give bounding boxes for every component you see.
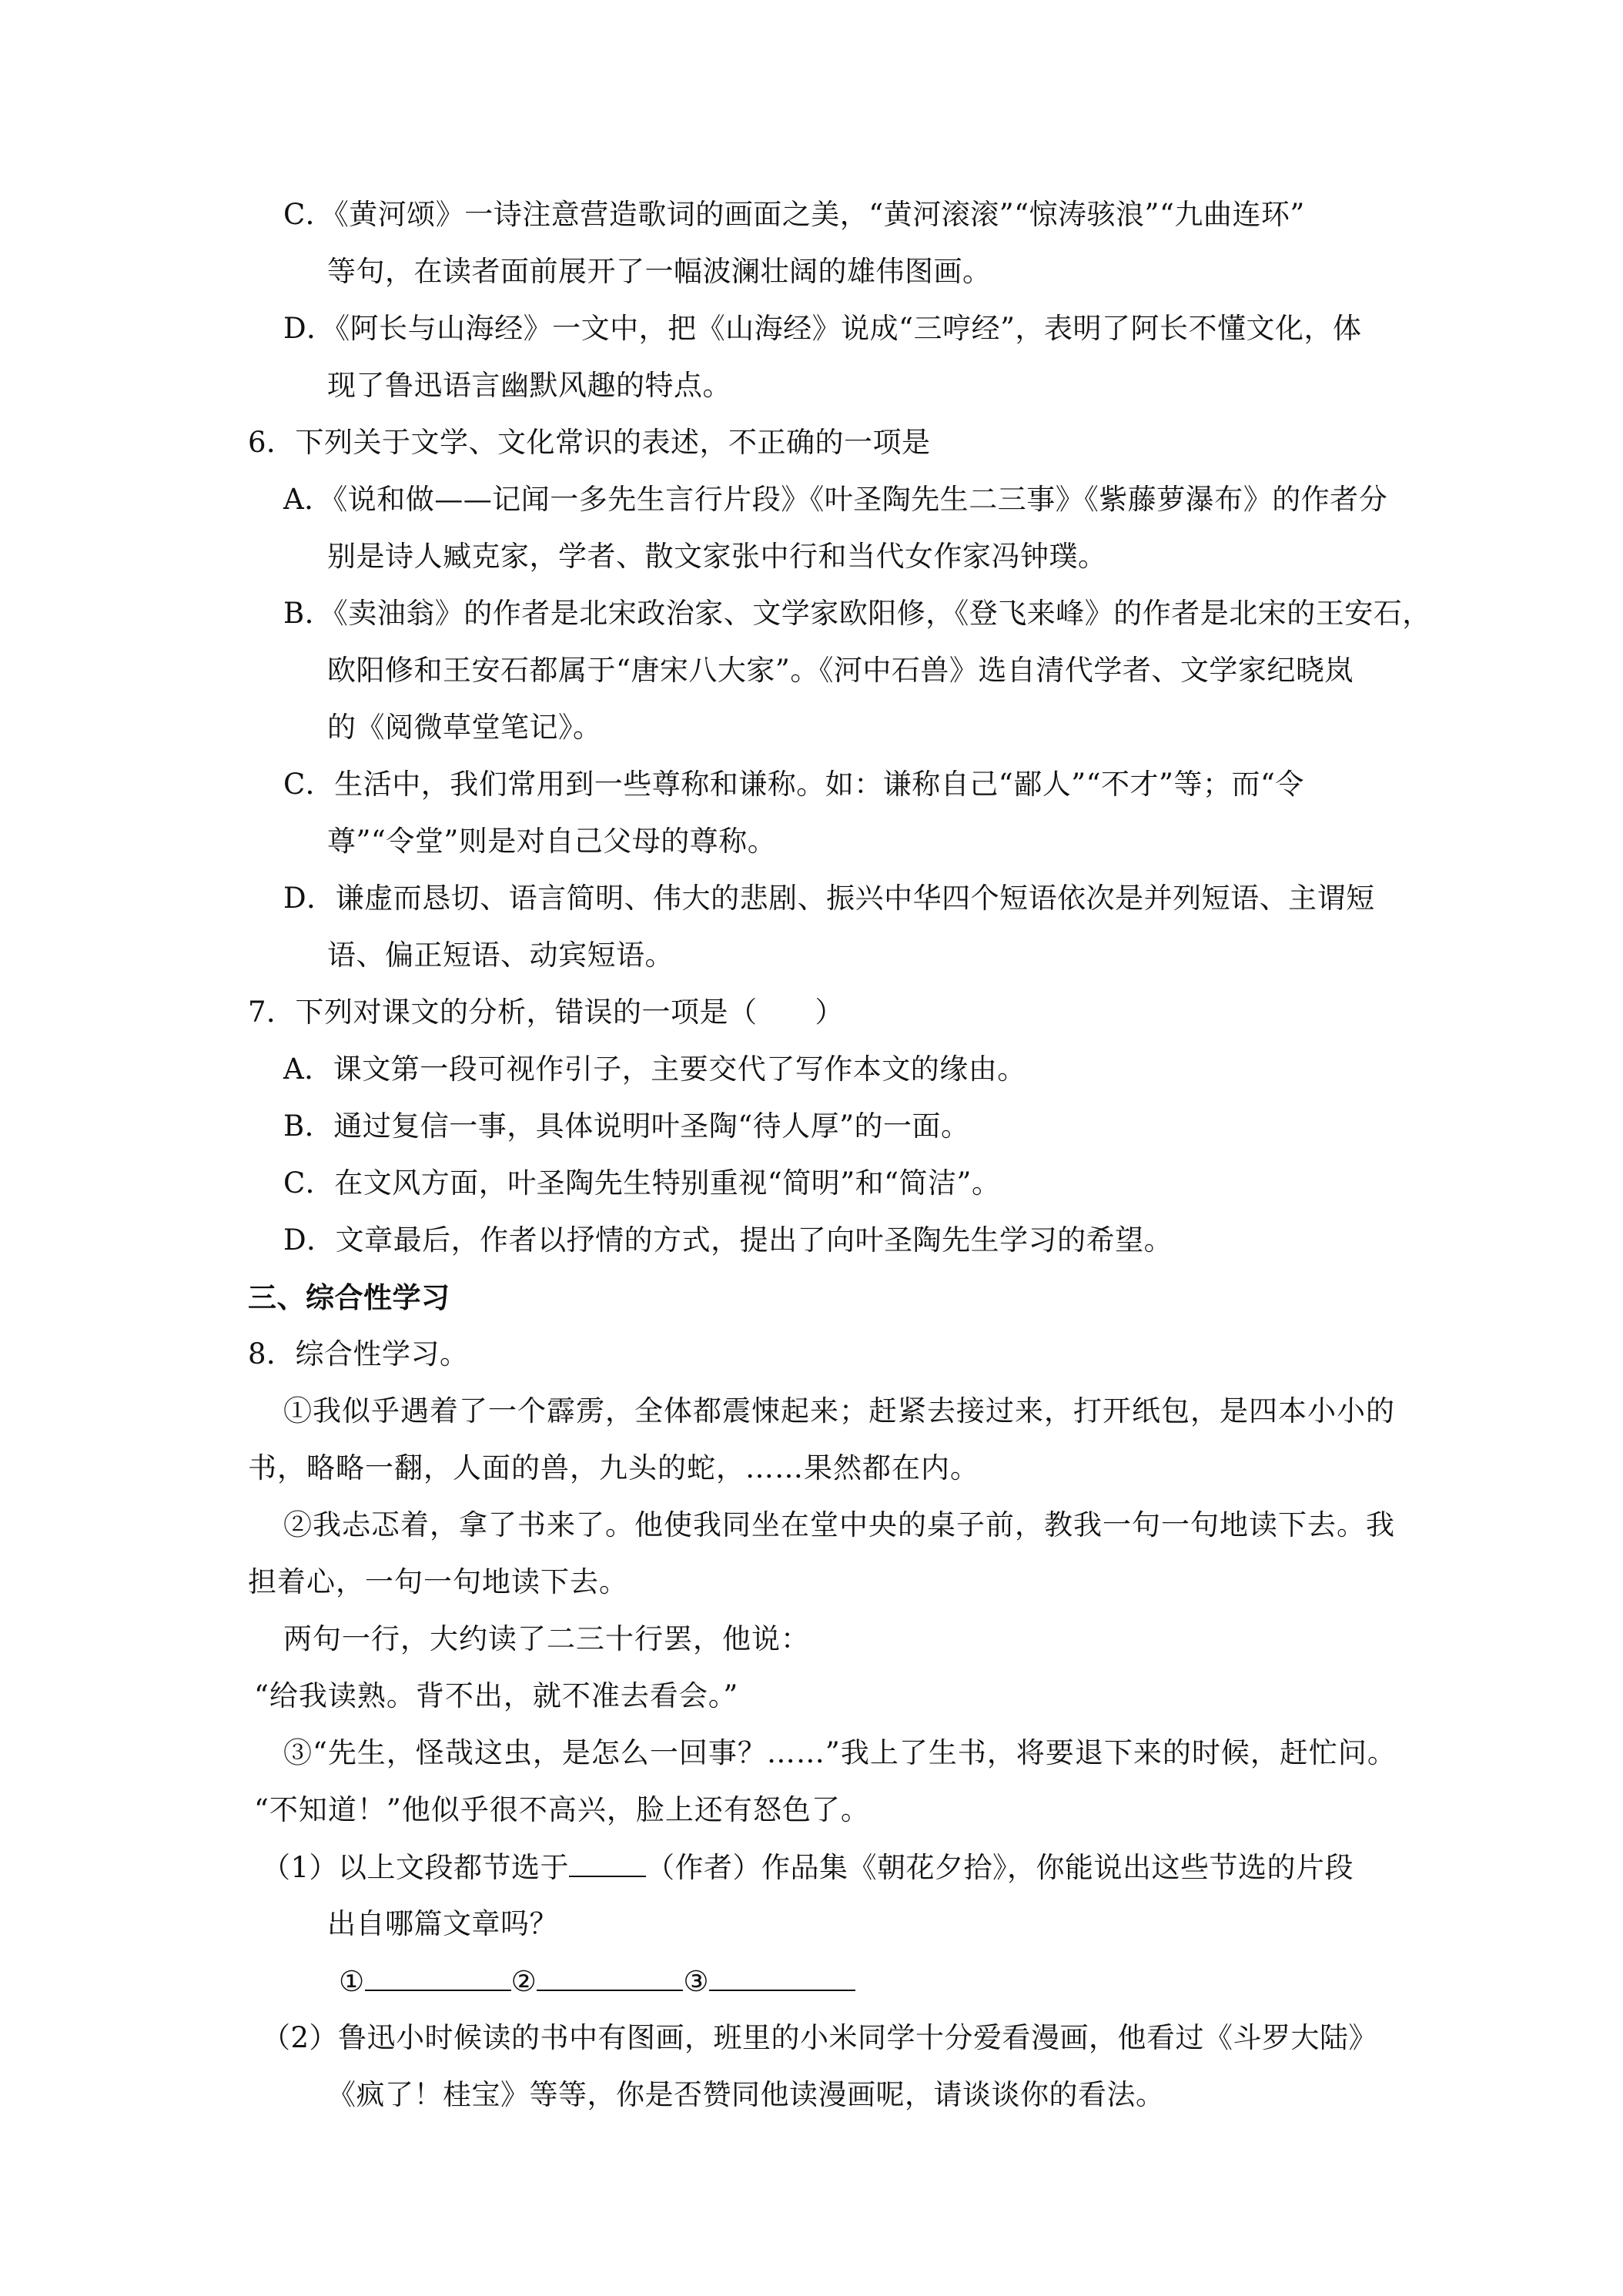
- author-answer-blank[interactable]: [569, 1849, 646, 1877]
- q8-sub1-line1: [262, 1849, 1354, 1886]
- q6-option-d-line2: 语、偏正短语、动宾短语。: [327, 939, 674, 972]
- q6-option-b-line1: B．《卖油翁》的作者是北宋政治家、文学家欧阳修，《登飞来峰》的作者是北宋的王安石，: [283, 597, 1431, 630]
- q8-sub2-line1: （2）鲁迅小时候读的书中有图画，班里的小米同学十分爱看漫画，他看过《斗罗大陆》: [262, 2021, 1378, 2054]
- answer-blank-1[interactable]: [365, 1963, 511, 1991]
- q5-option-c-line2: 等句，在读者面前展开了一幅波澜壮阔的雄伟图画。: [327, 255, 992, 288]
- q8-passage-4: “给我读熟。背不出，就不准去看会。”: [254, 1679, 739, 1712]
- q8-passage-5: ③“先生，怪哉这虫，是怎么一回事？……”我上了生书，将要退下来的时候，赶忙问。: [283, 1736, 1397, 1769]
- q8-sub1-line2: 出自哪篇文章吗？: [327, 1907, 558, 1940]
- answer-blank-2[interactable]: [537, 1963, 683, 1991]
- blank-3-marker: ③: [683, 1965, 710, 1998]
- q8-passage-1-line1: ①我似乎遇着了一个霹雳，全体都震悚起来；赶紧去接过来，打开纸包，是四本小小的: [283, 1394, 1395, 1427]
- q8-sub1-suffix: （作者）作品集《朝花夕拾》，你能说出这些节选的片段: [646, 1851, 1354, 1884]
- q8-sub1-prefix: （1）以上文段都节选于: [262, 1851, 570, 1884]
- q7-stem: 7．下列对课文的分析，错误的一项是（ ）: [248, 996, 845, 1029]
- q7-option-a: A．课文第一段可视作引子，主要交代了写作本文的缘由。: [283, 1053, 1026, 1086]
- q7-option-c: C．在文风方面，叶圣陶先生特别重视“简明”和“简洁”。: [283, 1166, 1001, 1200]
- q6-option-a-line2: 别是诗人臧克家，学者、散文家张中行和当代女作家冯钟璞。: [327, 540, 1107, 573]
- q6-stem: 6．下列关于文学、文化常识的表述，不正确的一项是: [248, 426, 931, 459]
- blank-2-marker: ②: [510, 1965, 537, 1998]
- blank-1-marker: ①: [339, 1965, 365, 1998]
- q8-passage-3: 两句一行，大约读了二三十行罢，他说：: [283, 1622, 810, 1655]
- q8-stem: 8．综合性学习。: [248, 1337, 469, 1371]
- q5-option-d-line2: 现了鲁迅语言幽默风趣的特点。: [327, 369, 731, 402]
- q7-option-d: D．文章最后，作者以抒情的方式，提出了向叶圣陶先生学习的希望。: [283, 1223, 1173, 1257]
- answer-blank-3[interactable]: [709, 1963, 855, 1991]
- q8-passage-6: “不知道！”他似乎很不高兴，脸上还有怒色了。: [254, 1793, 870, 1826]
- q8-sub1-blanks: [339, 1963, 855, 2000]
- section-heading: 三、综合性学习: [248, 1280, 450, 1314]
- q8-passage-1-line2: 书，略略一翻，人面的兽，九头的蛇，……果然都在内。: [248, 1451, 979, 1484]
- q5-option-d-line1: D．《阿长与山海经》一文中，把《山海经》说成“三哼经”，表明了阿长不懂文化，体: [283, 312, 1362, 345]
- q7-option-b: B．通过复信一事，具体说明叶圣陶“待人厚”的一面。: [283, 1110, 970, 1143]
- q6-option-c-line2: 尊”“令堂”则是对自己父母的尊称。: [327, 825, 777, 858]
- q6-option-d-line1: D．谦虚而恳切、语言简明、伟大的悲剧、振兴中华四个短语依次是并列短语、主谓短: [283, 882, 1375, 915]
- q6-option-c-line1: C．生活中，我们常用到一些尊称和谦称。如：谦称自己“鄙人”“不才”等；而“令: [283, 768, 1304, 801]
- q6-option-b-line3: 的《阅微草堂笔记》。: [327, 711, 602, 744]
- q8-passage-2-line2: 担着心，一句一句地读下去。: [248, 1565, 628, 1598]
- q6-option-a-line1: A．《说和做——记闻一多先生言行片段》《叶圣陶先生二三事》《紫藤萝瀑布》的作者分: [283, 483, 1388, 516]
- q8-sub2-line2: 《疯了！桂宝》等等，你是否赞同他读漫画呢，请谈谈你的看法。: [327, 2078, 1165, 2111]
- q6-option-b-line2: 欧阳修和王安石都属于“唐宋八大家”。《河中石兽》选自清代学者、文学家纪晓岚: [327, 654, 1354, 687]
- q8-passage-2-line1: ②我忐忑着，拿了书来了。他使我同坐在堂中央的桌子前，教我一句一句地读下去。我: [283, 1508, 1395, 1541]
- q5-option-c-line1: C．《黄河颂》一诗注意营造歌词的画面之美，“黄河滚滚”“惊涛骇浪”“九曲连环”: [283, 198, 1305, 231]
